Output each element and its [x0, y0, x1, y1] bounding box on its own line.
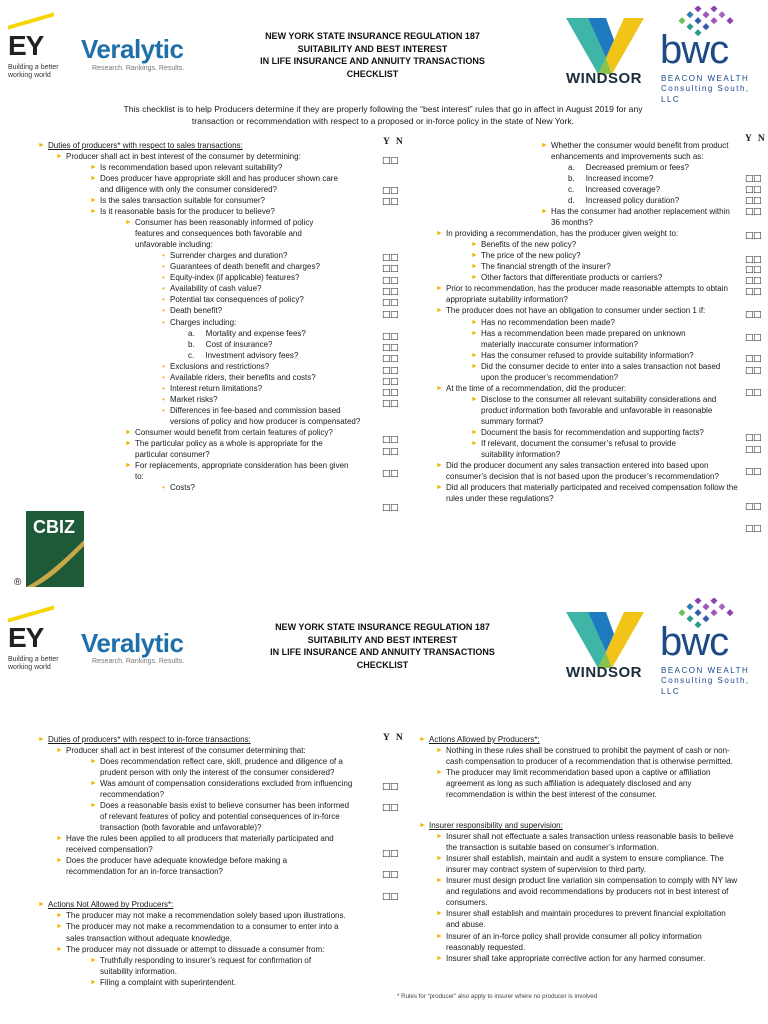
yes-no-header: Y N [383, 733, 405, 743]
list-item: ► Insurer of an in-force policy shall provide consumer all policy information reasonably requested. [446, 931, 736, 953]
ey-beam-logo [8, 12, 54, 29]
list-item: ► Benefits of the new policy? [481, 239, 742, 250]
checkbox-pair[interactable]: □□ [745, 388, 762, 398]
section-heading: ► Actions Not Allowed by Producers*: [48, 899, 358, 910]
list-item: ► The producer does not have an obligation to consumer under section 1 if: [446, 305, 742, 316]
list-item: • Guarantees of death benefit and charges? [170, 261, 378, 272]
ey-tagline: Building a better working world [8, 656, 59, 672]
footnote: * Rules for “producer” also apply to insurer where no producer is involved [397, 993, 598, 1000]
checkbox-pair[interactable]: □□ [382, 377, 399, 387]
intro-text: This checklist is to help Producers determine if they are properly following the “best interest” rules that go in affect in August 2019 for any transaction or recommendation with respect to a proposed or in-force policy in the state of New York. [123, 104, 643, 126]
list-item: ► The price of the new policy? [481, 250, 742, 261]
list-item: a. Mortality and expense fees? [188, 328, 306, 338]
page2-left-checklist [48, 734, 358, 988]
checkbox-pair[interactable]: □□ [382, 156, 399, 166]
checkbox-pair[interactable]: □□ [745, 502, 762, 512]
checkbox-pair[interactable]: □□ [745, 265, 762, 275]
section-heading: ► Actions Allowed by Producers*: [429, 734, 739, 745]
list-item: ► Did the producer document any sales transaction entered into based upon consumer’s decision that is not based upon the producer’s recommendation? [446, 460, 742, 482]
list-item: ► Does the producer have adequate knowledge before making a recommendation for an in-force transaction? [66, 855, 326, 877]
checkbox-pair[interactable]: □□ [382, 197, 399, 207]
list-item: ► Insurer shall take appropriate corrective action for any harmed consumer. [446, 953, 741, 964]
list-item: b. Cost of insurance? [188, 339, 273, 349]
list-item: ► Producer shall act in best interest of the consumer determining that: [66, 745, 358, 756]
list-item: ► The producer may not make a recommendation solely based upon illustrations. [66, 910, 346, 921]
list-item: ► The financial strength of the insurer? [481, 261, 742, 272]
list-item: ► Has the consumer refused to provide suitability information? [481, 350, 742, 361]
windsor-logo: WINDSOR [566, 664, 642, 681]
checkbox-pair[interactable]: □□ [745, 333, 762, 343]
list-item: ► Does recommendation reflect care, skill, prudence and diligence of a prudent person with only the interest of the consumer considered? [100, 756, 358, 778]
ey-logo: EY [8, 30, 44, 61]
windsor-logo-mark [566, 18, 646, 74]
list-item: a. Decreased premium or fees? [568, 163, 689, 173]
bwc-logo: bwc [660, 620, 729, 664]
section-heading: ► Duties of producers* with respect to sales transactions: [48, 140, 378, 151]
checkbox-pair[interactable]: □□ [745, 354, 762, 364]
checkbox-pair[interactable]: □□ [382, 264, 399, 274]
list-item: • Availability of cash value? [170, 283, 378, 294]
checkbox-pair[interactable]: □□ [745, 524, 762, 534]
list-item: • Differences in fee-based and commission based versions of policy and how producer is compensated? [170, 405, 365, 427]
checkbox-pair[interactable]: □□ [382, 298, 399, 308]
list-item: • Interest return limitations? [170, 383, 378, 394]
list-item: • Market risks? [170, 394, 378, 405]
list-item: ► Was amount of compensation considerations excluded from influencing recommendation? [100, 778, 355, 800]
list-item: • Equity-index (if applicable) features? [170, 272, 378, 283]
list-item: ► The producer may not dissuade or attempt to dissuade a consumer from: [66, 944, 361, 955]
checkbox-pair[interactable]: □□ [382, 253, 399, 263]
list-item: ► Truthfully responding to insurer’s request for confirmation of suitability information. [100, 955, 340, 977]
page1-left-checklist [48, 140, 378, 493]
cbiz-swoosh [26, 540, 84, 587]
list-item: ► Has a recommendation been made prepared on unknown materially inaccurate consumer information? [481, 328, 721, 350]
checkbox-pair[interactable]: □□ [382, 287, 399, 297]
list-item: ► Is it reasonable basis for the producer to believe? [100, 206, 378, 217]
checkbox-pair[interactable]: □□ [745, 433, 762, 443]
list-item: ► Consumer would benefit from certain features of policy? [135, 427, 378, 438]
list-item: ► Does producer have appropriate skill and has producer shown care and diligence with only the consumer considered? [100, 173, 350, 195]
bwc-subtitle: BEACON WEALTH Consulting South, LLC [661, 74, 750, 104]
list-item: ► Did the consumer decide to enter into a sales transaction not based upon the producer’s recommendation? [481, 361, 726, 383]
list-item: • Exclusions and restrictions? [170, 361, 378, 372]
checkbox-pair[interactable]: □□ [382, 782, 399, 792]
list-item: d. Increased policy duration? [568, 196, 680, 206]
list-item: ► Insurer shall not effectuate a sales transaction unless reasonable basis to believe the transaction is suitable based on consumer’s information. [446, 831, 738, 853]
list-item: b. Increased income? [568, 174, 654, 184]
list-item: ► Producer shall act in best interest of the consumer by determining: [66, 151, 378, 162]
list-item: ► Is the sales transaction suitable for consumer? [100, 195, 378, 206]
checkbox-pair[interactable]: □□ [382, 849, 399, 859]
windsor-logo-mark [566, 612, 646, 668]
checkbox-pair[interactable]: □□ [382, 870, 399, 880]
list-item: ► Is recommendation based upon relevant suitability? [100, 162, 378, 173]
checkbox-pair[interactable]: □□ [745, 310, 762, 320]
checkbox-pair[interactable]: □□ [745, 207, 762, 217]
list-item: ► The producer may not make a recommendation to a consumer to enter into a sales transaction without adequate knowledge. [66, 921, 356, 943]
checkbox-pair[interactable]: □□ [382, 388, 399, 398]
checkbox-pair[interactable]: □□ [745, 445, 762, 455]
checkbox-pair[interactable]: □□ [382, 503, 399, 513]
checkbox-pair[interactable]: □□ [382, 399, 399, 409]
ey-logo: EY [8, 622, 44, 653]
list-item: • Costs? [170, 482, 378, 493]
checkbox-pair[interactable]: □□ [382, 892, 399, 902]
list-item: ► At the time of a recommendation, did the producer: [446, 383, 742, 394]
list-item: ► If relevant, document the consumer’s refusal to provide suitability information? [481, 438, 711, 460]
checkbox-pair[interactable]: □□ [382, 803, 399, 813]
veralytic-logo: Veralytic [81, 628, 184, 658]
cbiz-logo: CBIZ [33, 517, 75, 537]
list-item: ► Document the basis for recommendation and supporting facts? [481, 427, 742, 438]
section-heading: ► Duties of producers* with respect to in-force transactions: [48, 734, 358, 745]
page1-right-checklist [446, 140, 742, 504]
list-item: ► Did all producers that materially participated and received compensation follow the rules under these regulations? [446, 482, 742, 504]
list-item: • Potential tax consequences of policy? [170, 294, 378, 305]
checkbox-pair[interactable]: □□ [382, 469, 399, 479]
veralytic-tagline: Research. Rankings. Results. [92, 65, 185, 72]
checkbox-pair[interactable]: □□ [745, 366, 762, 376]
checkbox-pair[interactable]: □□ [745, 185, 762, 195]
checkbox-pair[interactable]: □□ [382, 366, 399, 376]
list-item: ► Has the consumer had another replacement within 36 months? [551, 206, 736, 228]
list-item: c. Investment advisory fees? [188, 350, 299, 360]
checkbox-pair[interactable]: □□ [382, 354, 399, 364]
yes-no-header: Y N [383, 137, 405, 147]
checkbox-pair[interactable]: □□ [745, 196, 762, 206]
bwc-subtitle: BEACON WEALTH Consulting South, LLC [661, 666, 750, 696]
list-item: ► In providing a recommendation, has the producer given weight to: [446, 228, 742, 239]
checkbox-pair[interactable]: □□ [745, 255, 762, 265]
list-item: ► Nothing in these rules shall be construed to prohibit the payment of cash or non-cash compensation to producer of a recommendation that is otherwise permitted. [446, 745, 739, 767]
list-item: • Surrender charges and duration? [170, 250, 378, 261]
bwc-logo: bwc [660, 28, 729, 72]
list-item: ► For replacements, appropriate consideration has been given to: [135, 460, 355, 482]
checkbox-pair[interactable]: □□ [745, 467, 762, 477]
list-item: ► The producer may limit recommendation based upon a captive or affiliation agreement as long as such affiliation is adequately disclosed and any recommendation is within the best interest of the consumer. [446, 767, 736, 800]
checkbox-pair[interactable]: □□ [745, 276, 762, 286]
windsor-logo: WINDSOR [566, 70, 642, 87]
list-item: ► Have the rules been applied to all producers that materially participated and received compensation? [66, 833, 356, 855]
checkbox-pair[interactable]: □□ [382, 435, 399, 445]
list-item: ► Has no recommendation been made? [481, 317, 742, 328]
list-item: • Charges including: [170, 317, 378, 328]
page-title: NEW YORK STATE INSURANCE REGULATION 187 SUITABILITY AND BEST INTEREST IN LIFE INSURANCE AND ANNUITY TRANSACTIONS CHECKLIST [270, 622, 495, 670]
checkbox-pair[interactable]: □□ [382, 276, 399, 286]
list-item: ► Insurer must design product line variation sin compensation to comply with NY law and regulations and avoid recommendations by producers not in best interest of consumers. [446, 875, 741, 908]
checkbox-pair[interactable]: □□ [745, 287, 762, 297]
list-item: ► Prior to recommendation, has the producer made reasonable attempts to obtain appropriate suitability information? [446, 283, 742, 305]
checkbox-pair[interactable]: □□ [382, 343, 399, 353]
page2-right-checklist [429, 734, 739, 964]
checkbox-pair[interactable]: □□ [382, 310, 399, 320]
checkbox-pair[interactable]: □□ [745, 231, 762, 241]
checkbox-pair[interactable]: □□ [382, 186, 399, 196]
list-item: • Death benefit? [170, 305, 378, 316]
page-title: NEW YORK STATE INSURANCE REGULATION 187 SUITABILITY AND BEST INTEREST IN LIFE INSURANCE AND ANNUITY TRANSACTIONS CHECKLIST [260, 31, 485, 79]
section-heading: ► Insurer responsibility and supervision: [429, 820, 739, 831]
list-item: ► The particular policy as a whole is appropriate for the particular consumer? [135, 438, 350, 460]
checkbox-pair[interactable]: □□ [382, 332, 399, 342]
yes-no-header: Y N [745, 134, 767, 144]
checkbox-pair[interactable]: □□ [382, 447, 399, 457]
ey-tagline: Building a better working world [8, 64, 59, 80]
veralytic-logo: Veralytic [81, 34, 184, 64]
list-item: ► Insurer shall establish and maintain procedures to prevent financial exploitation and abuse. [446, 908, 736, 930]
checkbox-pair[interactable]: □□ [745, 174, 762, 184]
list-item: ► Does a reasonable basis exist to believe consumer has been informed of relevant features of policy and potential consequences of in-force transaction (both favorable and unfavorable)? [100, 800, 350, 833]
registered-mark: ® [14, 577, 22, 588]
veralytic-tagline: Research. Rankings. Results. [92, 658, 185, 665]
list-item: ► Filing a complaint with superintendent. [100, 977, 358, 988]
ey-beam-logo [8, 605, 54, 622]
list-item: ► Insurer shall establish, maintain and audit a system to ensure compliance. The insurer may contract system of supervision to third party. [446, 853, 738, 875]
list-item: • Available riders, their benefits and costs? [170, 372, 378, 383]
list-item: ► Consumer has been reasonably informed of policy features and consequences both favorable and unfavorable including: [135, 217, 335, 250]
list-item: c. Increased coverage? [568, 185, 661, 195]
list-item: ► Disclose to the consumer all relevant suitability considerations and product information both favorable and unfavorable in reasonable summary format? [481, 394, 731, 427]
list-item: ► Whether the consumer would benefit from product enhancements and improvements such as: [551, 140, 741, 162]
list-item: ► Other factors that differentiate products or carriers? [481, 272, 742, 283]
